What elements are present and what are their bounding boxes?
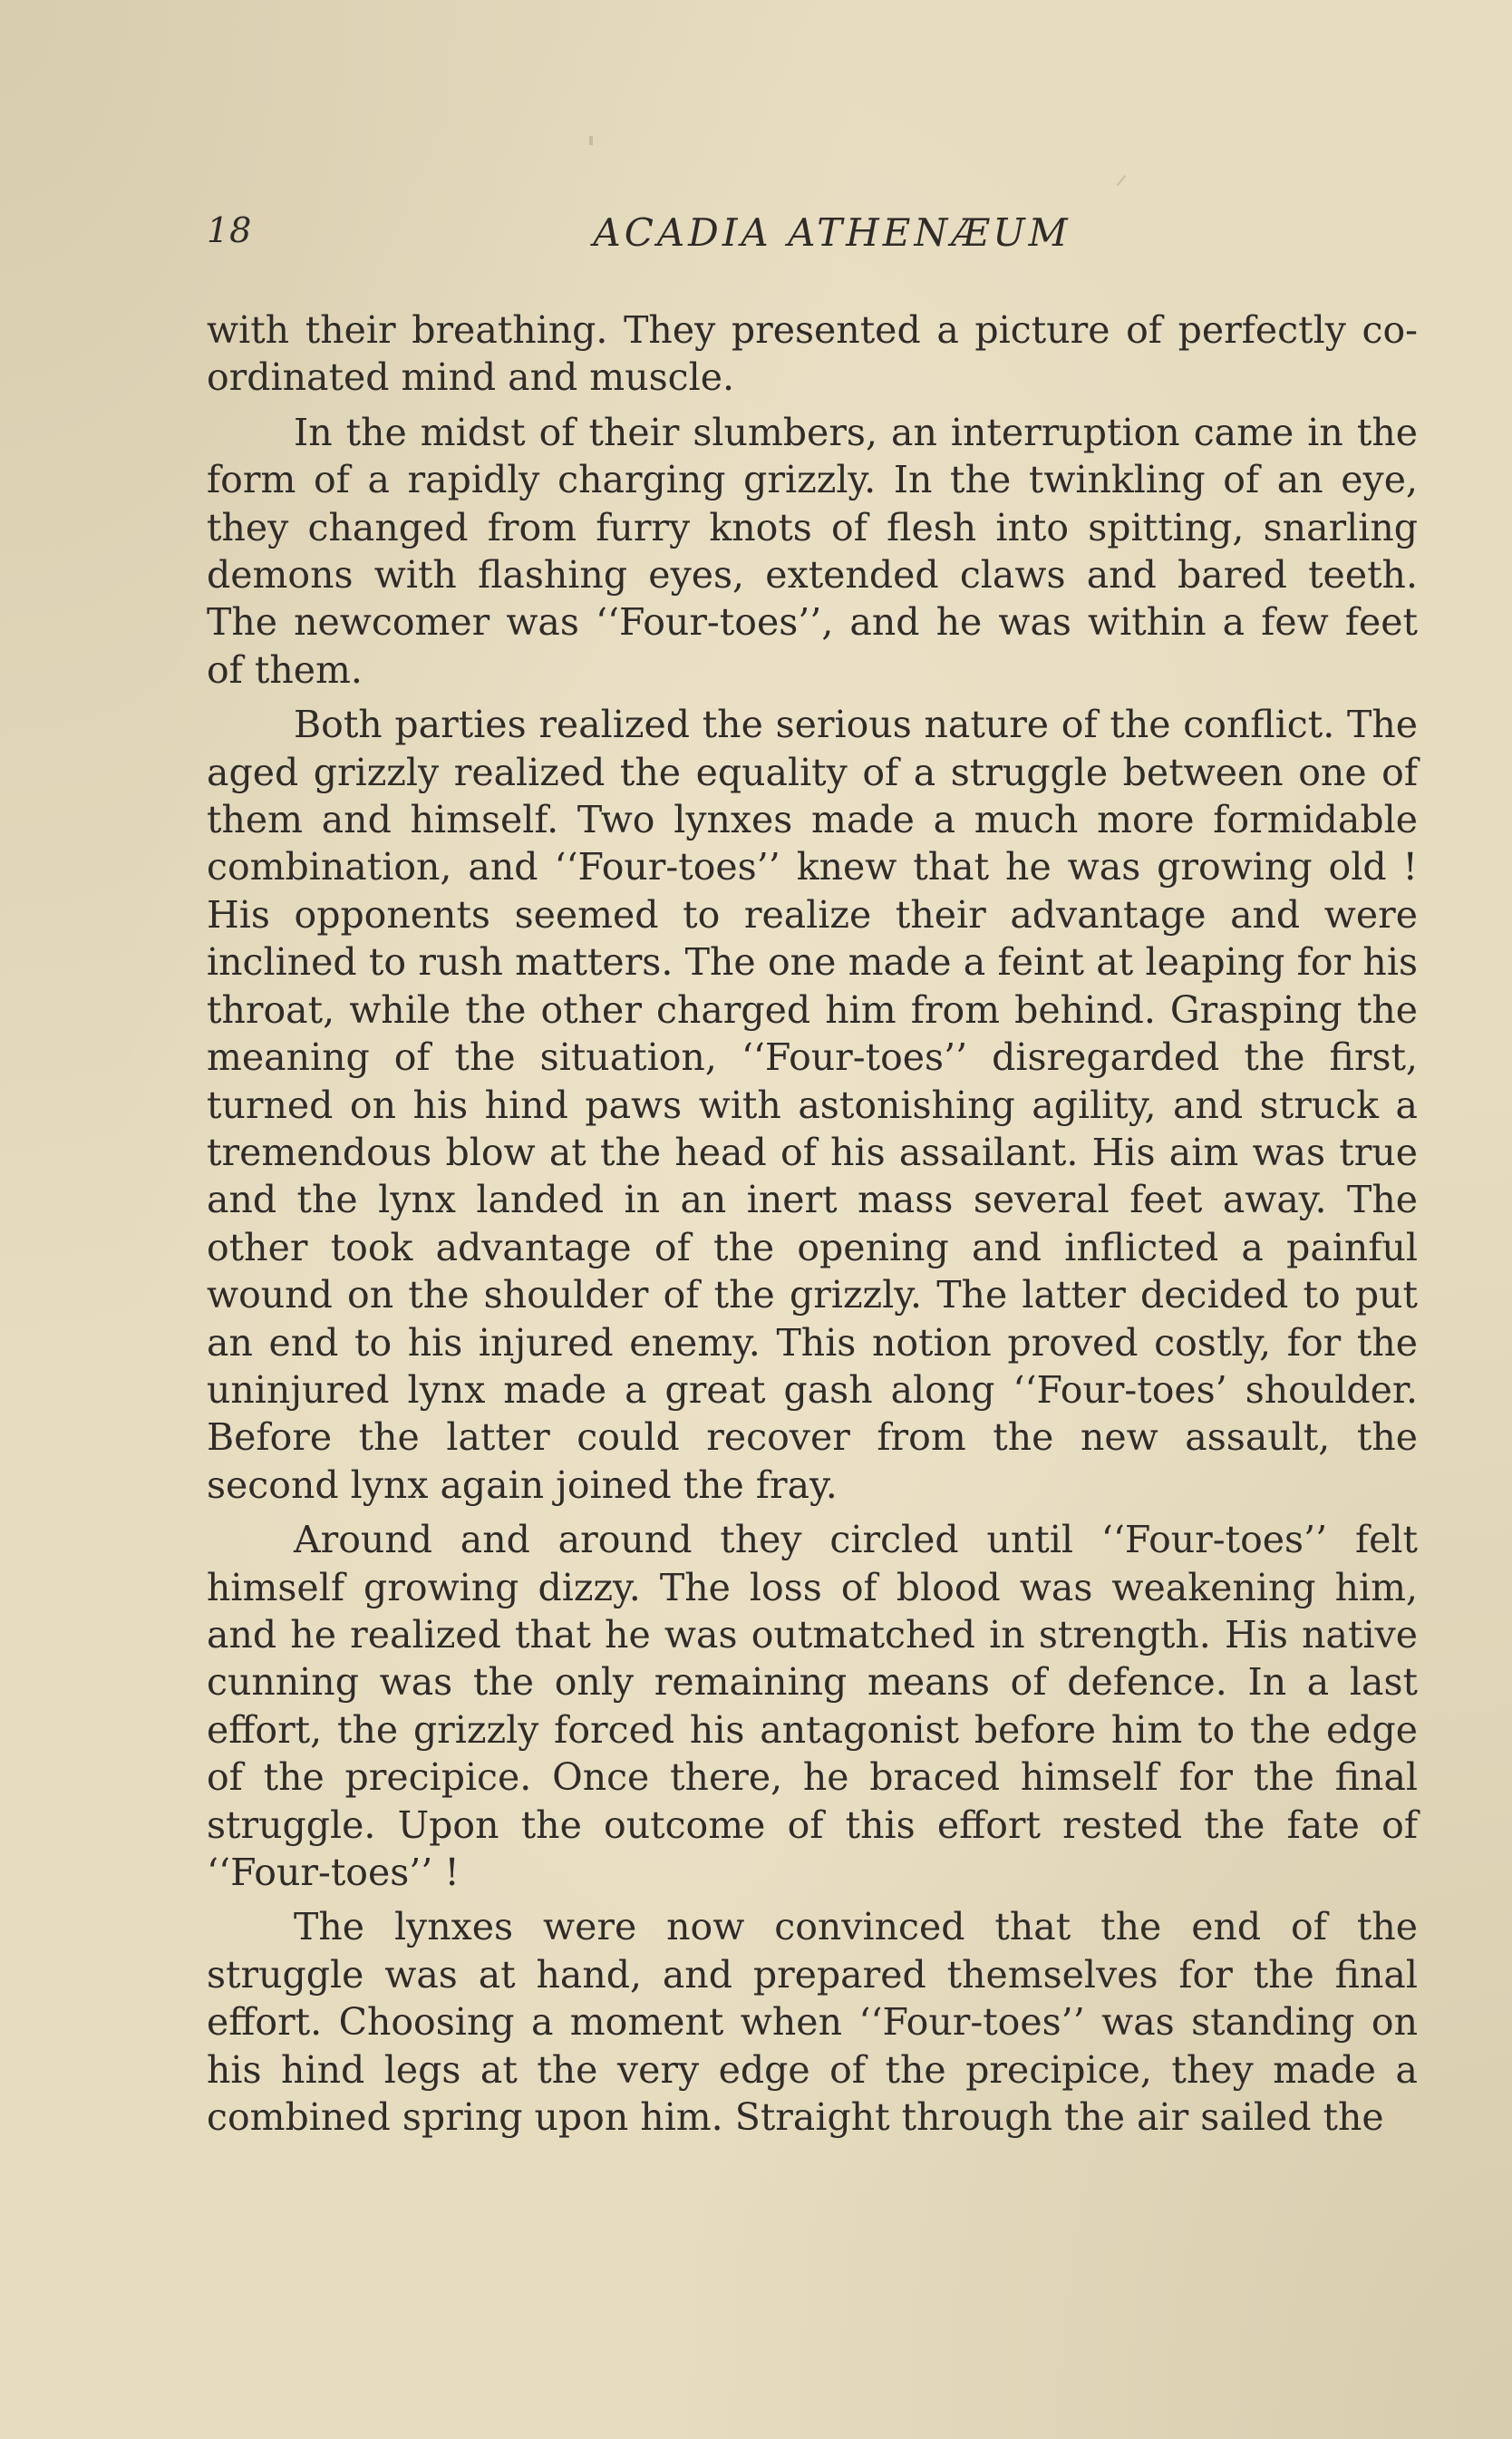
paper-scratch	[1117, 175, 1127, 186]
paragraph-3: Both parties realized the serious nature of the conflict. The aged grizzly realized the equality of a struggle between one of them and himself. Two lynxes made a much more formidable combination, and ‘‘Four-toes’’ knew that he was growing old ! His opponents seemed to realize their advantage and were inclined to rush matters. The one made a feint at leaping for his throat, while the other charged him from behind. Grasping the meaning of the situation, ‘‘Four-toes’’ disregarded the first, turned on his hind paws with astonishing agility, and struck a tremendous blow at the head of his assailant. His aim was true and the lynx landed in an inert mass several feet away. The other took advantage of the opening and inflicted a painful wound on the shoulder of the grizzly. The latter decided to put an end to his injured enemy. This notion proved costly, for the uninjured lynx made a great gash along ‘‘Four-toes’ shoulder. Before the latter could recover from the new assault, the second lynx again joined the fray.	[207, 703, 1418, 1507]
running-head	[207, 210, 1436, 268]
paragraph-1: with their breathing. They presented a picture of perfectly co-ordinated mind and muscle.	[207, 308, 1418, 400]
paper-scratch	[589, 136, 593, 145]
body-text	[207, 306, 1418, 2141]
paragraph-2: In the midst of their slumbers, an interruption came in the form of a rapidly charging grizzly. In the twinkling of an eye, they changed from furry knots of flesh into spitting, snarling demons with flashing eyes, extended claws and bared teeth. The newcomer was ‘‘Four-toes’’, and he was within a few feet of them.	[207, 410, 1418, 692]
paragraph-4: Around and around they circled until ‘‘Four-toes’’ felt himself growing dizzy. The loss of blood was weakening him, and he realized that he was outmatched in strength. His native cunning was the only remaining means of defence. In a last effort, the grizzly forced his antagonist before him to the edge of the precipice. Once there, he braced himself for the final struggle. Upon the outcome of this effort rested the fate of ‘‘Four-toes’’ !	[207, 1518, 1418, 1894]
paragraph-5: The lynxes were now convinced that the end of the struggle was at hand, and prepared themselves for the final effort. Choosing a moment when ‘‘Four-toes’’ was standing on his hind legs at the very edge of the precipice, they made a combined spring upon him. Straight through the air sailed the	[207, 1905, 1418, 2140]
journal-title: ACADIA ATHENÆUM	[593, 210, 1071, 255]
page-number: 18	[207, 210, 253, 250]
